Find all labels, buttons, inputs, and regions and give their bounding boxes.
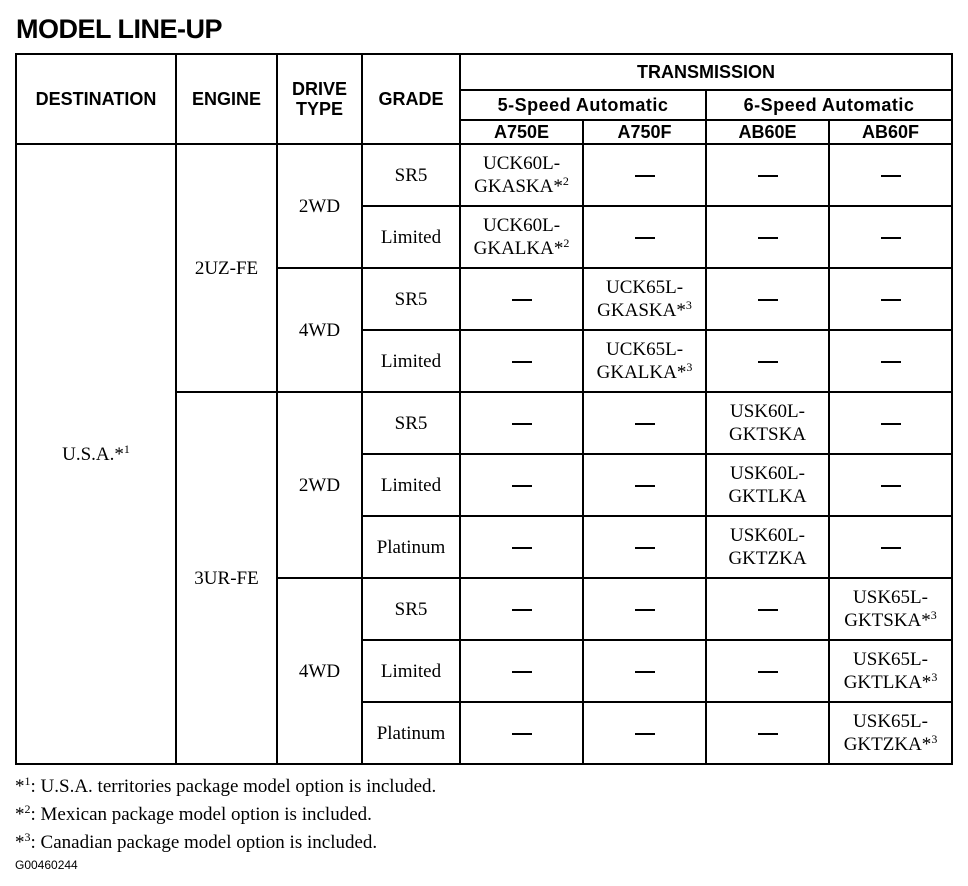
cell-grade: Limited [362,330,460,392]
model-code-line-1: USK60L- [730,401,805,422]
model-code-line-2: GKASKA*$^3$ [597,298,692,321]
cell-grade: SR5 [362,268,460,330]
model-code-line-2: GKALKA*$^3$ [596,360,693,383]
cell-grade: Limited [362,454,460,516]
dash-mark [635,175,655,177]
cell-not-applicable [706,330,829,392]
model-code-line-1: USK65L- [853,587,928,608]
dash-mark [881,299,901,301]
cell-model-code [460,206,583,268]
cell-not-applicable [460,330,583,392]
cell-not-applicable [706,640,829,702]
dash-mark [758,237,778,239]
cell-not-applicable [829,392,952,454]
cell-grade: Platinum [362,702,460,764]
dash-mark [758,609,778,611]
cell-not-applicable [829,454,952,516]
dash-mark [881,175,901,177]
cell-engine: 3UR-FE [176,392,277,764]
cell-not-applicable [583,144,706,206]
cell-not-applicable [706,144,829,206]
header-transmission: TRANSMISSION [460,54,952,90]
cell-not-applicable [460,640,583,702]
model-lineup-table-wrapper [15,53,951,764]
dash-mark [512,733,532,735]
cell-grade: SR5 [362,144,460,206]
dash-mark [635,423,655,425]
header-drive-type [277,54,362,144]
model-code-line-1: UCK60L- [482,153,561,174]
model-code-line-2: GKTZKA [728,548,807,569]
cell-not-applicable [460,268,583,330]
dash-mark [635,671,655,673]
header-a750f: A750F [583,120,706,144]
cell-not-applicable [583,516,706,578]
cell-not-applicable [460,454,583,516]
header-engine: ENGINE [176,54,277,144]
table-body [16,144,952,764]
dash-mark [881,547,901,549]
dash-mark [758,671,778,673]
header-ab60f: AB60F [829,120,952,144]
header-a750e: A750E [460,120,583,144]
model-code-line-2: GKTSKA*$^3$ [844,608,937,631]
cell-not-applicable [829,206,952,268]
dash-mark [881,361,901,363]
dash-mark [512,671,532,673]
model-code-line-1: USK60L- [730,525,805,546]
cell-grade: Limited [362,640,460,702]
cell-not-applicable [583,578,706,640]
figure-id: G00460244 [15,858,78,872]
cell-grade: SR5 [362,578,460,640]
dash-mark [512,547,532,549]
cell-model-code [829,702,952,764]
model-code-line-2: GKTZKA*$^3$ [843,732,938,755]
cell-drive-type: 4WD [277,268,362,392]
cell-not-applicable [460,702,583,764]
model-code-line-2: GKTSKA [728,424,807,445]
dash-mark [635,485,655,487]
cell-grade: SR5 [362,392,460,454]
model-code-line-1: USK65L- [853,649,928,670]
header-destination: DESTINATION [16,54,176,144]
cell-not-applicable [829,144,952,206]
cell-not-applicable [706,578,829,640]
model-code-line-1: UCK65L- [605,339,684,360]
dash-mark [512,299,532,301]
cell-grade: Limited [362,206,460,268]
dash-mark [758,733,778,735]
footnote-2: *$^2$: Mexican package model option is included. [15,802,372,825]
cell-not-applicable [460,516,583,578]
header-drive-type-label: DRIVE TYPE [291,79,347,119]
footnote-1: *$^1$: U.S.A. territories package model option is included. [15,774,437,797]
cell-not-applicable [706,268,829,330]
cell-drive-type: 2WD [277,392,362,578]
dash-mark [758,299,778,301]
header-ab60e: AB60E [706,120,829,144]
dash-mark [512,609,532,611]
dash-mark [881,485,901,487]
dash-mark [635,547,655,549]
table-row [16,144,952,206]
dash-mark [512,485,532,487]
cell-not-applicable [829,268,952,330]
cell-model-code [706,454,829,516]
dash-mark [881,423,901,425]
cell-destination: U.S.A.*$^1$ [16,144,176,764]
cell-model-code [706,392,829,454]
header-5-speed: 5-Speed Automatic [460,90,706,120]
dash-mark [881,237,901,239]
dash-mark [635,733,655,735]
dash-mark [512,423,532,425]
model-lineup-table [15,53,953,765]
dash-mark [758,175,778,177]
cell-not-applicable [706,702,829,764]
header-grade: GRADE [362,54,460,144]
cell-engine: 2UZ-FE [176,144,277,392]
cell-not-applicable [460,578,583,640]
model-code-line-2: GKALKA*$^2$ [473,236,570,259]
model-code-line-1: USK65L- [853,711,928,732]
cell-not-applicable [460,392,583,454]
model-code-line-1: USK60L- [730,463,805,484]
model-code-line-2: GKTLKA [728,486,807,507]
dash-mark [512,361,532,363]
cell-not-applicable [829,330,952,392]
dash-mark [635,237,655,239]
cell-model-code [460,144,583,206]
cell-not-applicable [829,516,952,578]
cell-grade: Platinum [362,516,460,578]
model-code-line-2: GKTLKA*$^3$ [843,670,938,693]
footnote-3: *$^3$: Canadian package model option is included. [15,830,378,853]
model-code-line-1: UCK60L- [482,215,561,236]
cell-model-code [583,268,706,330]
cell-not-applicable [583,454,706,516]
cell-model-code [706,516,829,578]
model-code-line-1: UCK65L- [605,277,684,298]
cell-drive-type: 2WD [277,144,362,268]
page-title: MODEL LINE-UP [16,14,223,44]
cell-not-applicable [706,206,829,268]
dash-mark [758,361,778,363]
cell-not-applicable [583,206,706,268]
dash-mark [635,609,655,611]
header-6-speed: 6-Speed Automatic [706,90,952,120]
cell-not-applicable [583,702,706,764]
footnotes [15,773,436,857]
model-code-line-2: GKASKA*$^2$ [474,174,569,197]
cell-not-applicable [583,392,706,454]
cell-not-applicable [583,640,706,702]
cell-model-code [829,578,952,640]
cell-drive-type: 4WD [277,578,362,764]
cell-model-code [583,330,706,392]
cell-model-code [829,640,952,702]
